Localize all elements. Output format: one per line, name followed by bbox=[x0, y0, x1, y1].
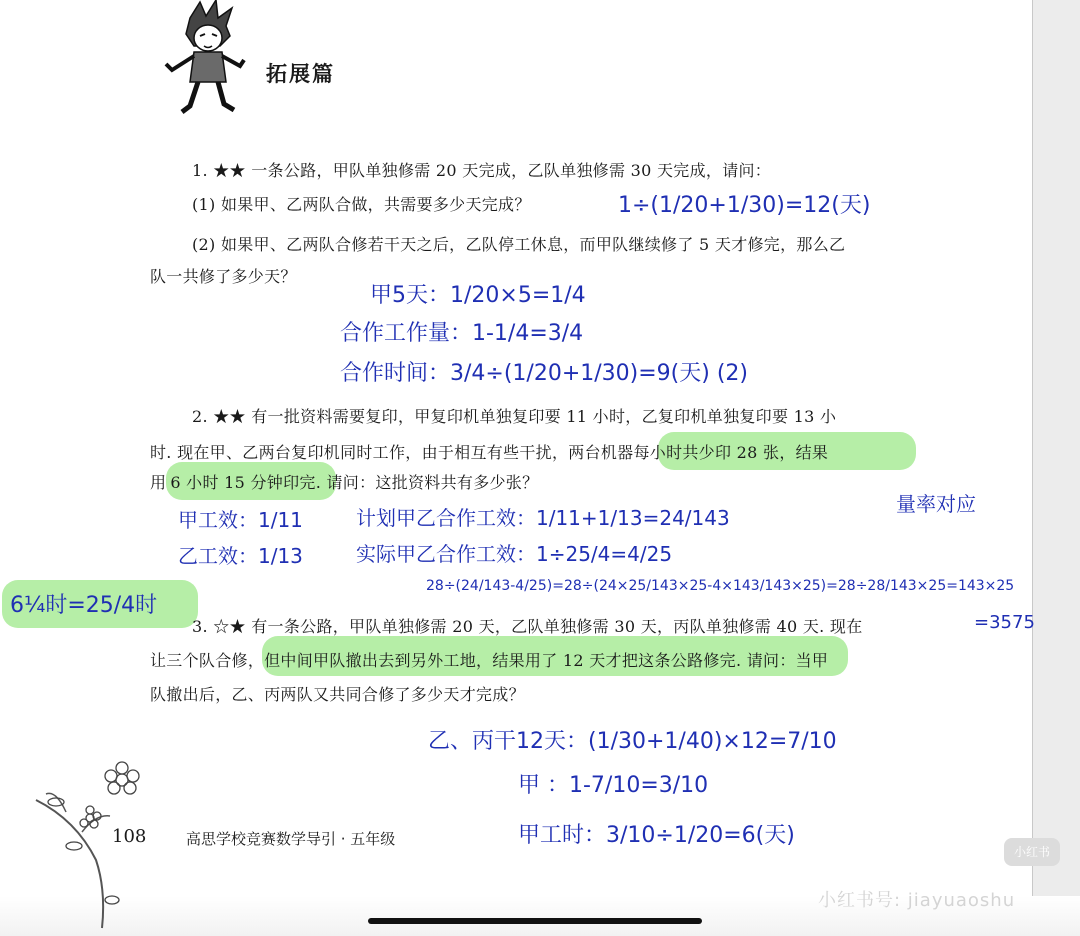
problem-2-highlight-text-2: 6 小时 15 分钟印完 bbox=[170, 473, 316, 492]
book-title: 高思学校竞赛数学导引 · 五年级 bbox=[186, 830, 396, 848]
problem-2-line-2 bbox=[150, 440, 828, 463]
problem-1-part-1: (1) 如果甲、乙两队合做，共需要多少天完成？ bbox=[192, 195, 531, 214]
problem-3-line-2a: 让三个队合修 bbox=[150, 651, 248, 670]
handwritten-p1-jia-5-days: 甲5天：1/20×5=1/4 bbox=[370, 283, 586, 308]
handwritten-p1-work-time: 合作时间：3/4÷(1/20+1/30)=9(天) (2) bbox=[340, 361, 748, 386]
problem-3-line-3: 队撤出后，乙、丙两队又共同合修了多少天才完成？ bbox=[150, 685, 525, 704]
handwritten-p3-jia-work: 甲 ：1-7/10=3/10 bbox=[518, 773, 709, 798]
handwritten-p2-note: 量率对应 bbox=[896, 492, 976, 516]
problem-2-statement: 2. ★★ 有一批资料需要复印，甲复印机单独复印要 11 小时，乙复印机单独复印要 13 小 bbox=[192, 407, 837, 426]
handwritten-p3-jia-time: 甲工时：3/10÷1/20=6(天) bbox=[518, 823, 795, 848]
problem-2-line-3a: 用 bbox=[150, 473, 167, 492]
cartoon-boy-mascot-icon bbox=[160, 0, 250, 120]
handwritten-p2-result: =3575 bbox=[974, 612, 1035, 633]
handwritten-p2-jia-rate: 甲工效：1/11 bbox=[178, 508, 303, 532]
handwritten-p3-yi-bing: 乙、丙干12天：(1/30+1/40)×12=7/10 bbox=[428, 729, 837, 754]
problem-2-line-2c: ，结果 bbox=[779, 443, 829, 462]
page-edge bbox=[1032, 0, 1080, 936]
problem-2-line-2a: 时. 现在甲、乙两台复印机同时工作，由于相互有些干扰，两 bbox=[150, 443, 585, 462]
handwritten-p2-hours-conversion: 6¼时=25/4时 bbox=[10, 593, 158, 618]
handwritten-p2-yi-rate: 乙工效：1/13 bbox=[178, 544, 303, 568]
watermark-text: 小红书号: jiayuaoshu bbox=[818, 890, 1016, 911]
problem-1-part-2: (2) 如果甲、乙两队合修若干天之后，乙队停工休息，而甲队继续修了 5 天才修完，那么乙 bbox=[192, 235, 846, 254]
handwritten-p1-answer-1: 1÷(1/20+1/30)=12(天) bbox=[618, 193, 871, 218]
watermark-logo: 小红书 bbox=[1004, 838, 1060, 866]
problem-1-statement: 1. ★★ 一条公路，甲队单独修需 20 天完成，乙队单独修需 30 天完成，请问： bbox=[192, 161, 772, 180]
problem-1-part-2-cont: 队一共修了多少天？ bbox=[150, 267, 297, 286]
problem-2-highlight-text-1: 台机器每小时共少印 28 张 bbox=[584, 443, 780, 462]
handwritten-p2-calculation: 28÷(24/143-4/25)=28÷(24×25/143×25-4×143/143×25)=28÷28/143×25=143×25 bbox=[426, 578, 1015, 594]
problem-2-line-3c: . 请问：这批资料共有多少张？ bbox=[315, 473, 539, 492]
problem-2-line-3 bbox=[150, 470, 538, 493]
chapter-title: 拓展篇 bbox=[266, 62, 335, 86]
home-indicator[interactable] bbox=[368, 918, 702, 924]
problem-3-highlight-text: ，但中间甲队撤出去到另外工地，结果用了 12 天才把这条公路修完 bbox=[247, 651, 736, 670]
handwritten-p1-work-amount: 合作工作量：1-1/4=3/4 bbox=[340, 321, 584, 346]
page-number: 108 bbox=[112, 826, 147, 847]
handwritten-p2-planned-rate: 计划甲乙合作工效：1/11+1/13=24/143 bbox=[356, 506, 730, 530]
handwritten-p2-actual-rate: 实际甲乙合作工效：1÷25/4=4/25 bbox=[356, 542, 673, 566]
problem-3-statement: 3. ☆★ 有一条公路，甲队单独修需 20 天，乙队单独修需 30 天，丙队单独修需 40 天. 现在 bbox=[192, 617, 863, 636]
problem-3-line-2 bbox=[150, 648, 828, 671]
problem-3-line-2c: . 请问：当甲 bbox=[735, 651, 829, 670]
